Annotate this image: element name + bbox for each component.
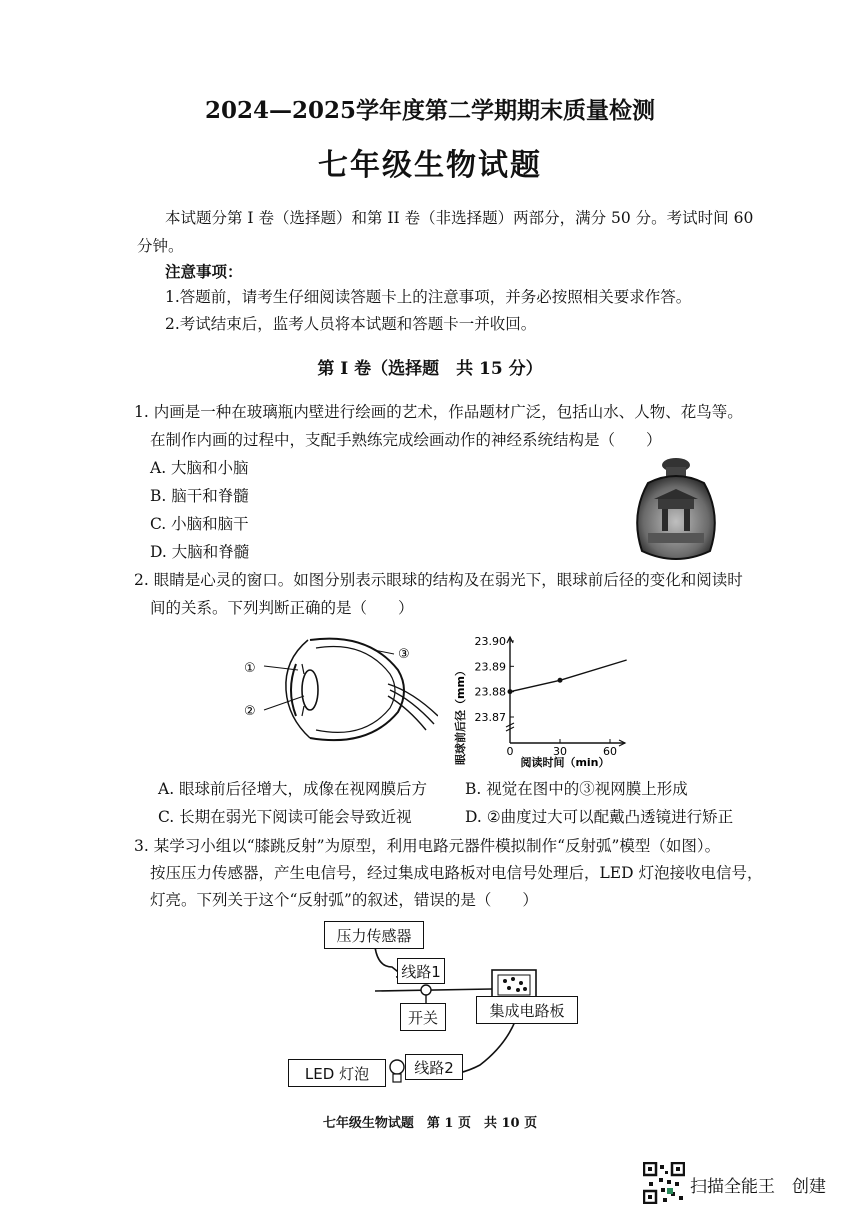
chart-y-tick-label: 23.89	[474, 660, 506, 674]
q2-stem-line-1: 2. 眼睛是心灵的窗口。如图分别表示眼球的结构及在弱光下，眼球前后径的变化和阅读时	[134, 571, 743, 589]
chart-y-tick-label: 23.90	[474, 635, 506, 648]
chart-ylabel: 眼球前后径（mm）	[454, 665, 467, 765]
q1-option-c: C. 小脑和脑干	[150, 515, 249, 533]
eye-label-2: ②	[244, 704, 256, 719]
intro-line-1: 本试题分第 I 卷（选择题）和第 II 卷（非选择题）两部分，满分 50 分。考试时间 60	[165, 209, 754, 227]
eye-length-chart	[450, 625, 650, 775]
q2-option-d: D. ②曲度过大可以配戴凸透镜进行矫正	[465, 808, 734, 826]
chart-x-tick-label: 0	[506, 745, 514, 758]
q1-stem-line-1: 1. 内画是一种在玻璃瓶内壁进行绘画的艺术，作品题材广泛，包括山水、人物、花鸟等。	[134, 403, 743, 421]
eye-diagram	[238, 630, 438, 750]
q2-stem-line-2: 间的关系。下列判断正确的是（ ）	[150, 599, 414, 617]
notice-label: 注意事项：	[165, 262, 243, 281]
eye-label-1: ①	[244, 661, 256, 676]
q2-option-a: A. 眼球前后径增大，成像在视网膜后方	[158, 780, 428, 798]
watermark-text: 扫描全能王 创建	[690, 1177, 826, 1197]
q1-stem-line-2: 在制作内画的过程中，支配手熟练完成绘画动作的神经系统结构是（ ）	[150, 431, 662, 449]
q1-option-d: D. 大脑和脊髓	[150, 543, 250, 561]
q1-option-a: A. 大脑和小脑	[150, 459, 249, 477]
q3-stem-line-1: 3. 某学习小组以“膝跳反射”为原型，利用电路元器件模拟制作“反射弧”模型（如图）。	[134, 837, 721, 855]
page-footer: 七年级生物试题 第 1 页 共 10 页	[322, 1116, 538, 1131]
chart-point	[558, 678, 563, 683]
chart-series-line	[510, 660, 627, 692]
q1-option-b: B. 脑干和脊髓	[150, 487, 249, 505]
q2-option-b: B. 视觉在图中的③视网膜上形成	[465, 780, 688, 798]
notice-1: 1.答题前，请考生仔细阅读答题卡上的注意事项，并务必按照相关要求作答。	[165, 288, 692, 306]
notice-2: 2.考试结束后，监考人员将本试题和答题卡一并收回。	[165, 315, 537, 333]
q3-stem-line-2: 按压压力传感器，产生电信号，经过集成电路板对电信号处理后，LED 灯泡接收电信号，	[150, 864, 763, 882]
eye-label-3: ③	[398, 647, 410, 662]
exam-title: 2024—2025学年度第二学期期末质量检测	[204, 97, 656, 124]
circuit-line-1-box: 线路1	[397, 958, 445, 984]
integrated-circuit-board-box: 集成电路板	[476, 996, 578, 1024]
chart-y-tick-label: 23.87	[474, 711, 506, 724]
snuff-bottle-image	[628, 455, 724, 567]
pressure-sensor-box: 压力传感器	[324, 921, 424, 949]
section-title: 第 I 卷（选择题 共 15 分）	[317, 359, 543, 379]
led-bulb-box: LED 灯泡	[288, 1059, 386, 1087]
q2-option-c: C. 长期在弱光下阅读可能会导致近视	[158, 808, 412, 826]
chart-x-tick-label: 60	[603, 745, 617, 758]
chart-y-tick-label: 23.88	[474, 685, 506, 699]
qr-code-icon	[643, 1162, 685, 1204]
chart-xlabel: 阅读时间（min）	[520, 756, 610, 769]
exam-subtitle: 七年级生物试题	[318, 148, 542, 183]
intro-line-2: 分钟。	[137, 237, 184, 255]
q3-stem-line-3: 灯亮。下列关于这个“反射弧”的叙述，错误的是（ ）	[150, 891, 538, 909]
chart-x-tick-label: 30	[553, 745, 567, 758]
circuit-line-2-box: 线路2	[405, 1054, 463, 1080]
switch-box: 开关	[400, 1003, 446, 1031]
